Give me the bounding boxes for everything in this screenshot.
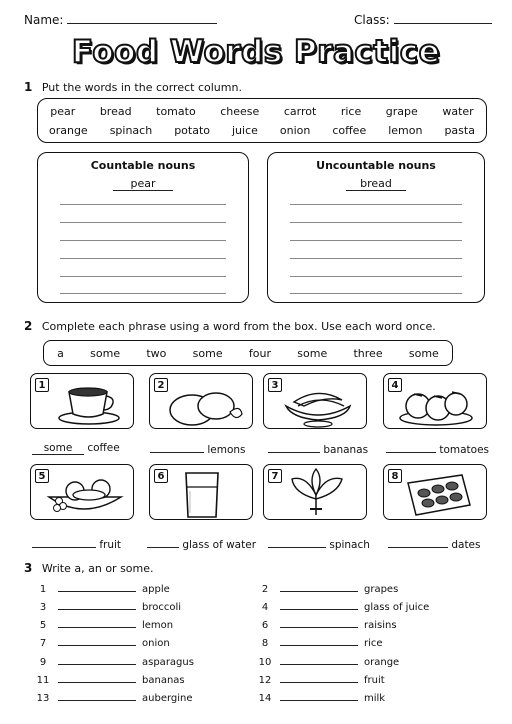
answer-blank[interactable] [58,636,136,646]
quantifier: some [90,346,121,360]
item-word: apple [142,584,170,595]
item-word: asparagus [142,657,194,668]
word: grape [385,105,418,118]
answer-blank[interactable] [388,537,448,548]
answer-blank[interactable] [58,600,136,610]
phrase-4 [386,442,489,456]
word-row-1 [38,105,486,118]
quantifier: three [353,346,383,360]
picture-card [30,373,134,429]
item-number: 8 [261,638,269,649]
answer-blank[interactable] [280,691,358,701]
answer-blank[interactable] [58,582,136,592]
phrase-8 [388,537,481,551]
answer-line[interactable] [290,276,462,277]
word: pasta [444,124,475,137]
item-number: 10 [258,657,272,668]
countable-example: pear [113,177,173,191]
phrase-word: bananas [323,444,369,456]
answer-blank[interactable] [386,442,436,453]
ex3-item [32,618,173,631]
answer-blank[interactable]: some [32,442,84,455]
word: carrot [283,105,317,118]
ex2-number: 2 [24,319,33,333]
ex1-instruction: Put the words in the correct column. [41,81,242,94]
word: coffee [332,124,367,137]
answer-line[interactable] [290,204,462,205]
item-number: 12 [258,675,272,686]
name-label: Name: [24,13,64,27]
answer-blank[interactable] [280,673,358,683]
word: bread [99,105,132,118]
item-number: 9 [39,657,47,668]
phrase-word: fruit [99,539,122,551]
ex3-item [32,691,193,704]
class-label: Class: [354,13,390,27]
answer-blank[interactable] [58,673,136,683]
item-word: bananas [142,675,185,686]
item-number: 1 [35,378,49,392]
class-line[interactable] [394,12,492,24]
phrase-6 [147,537,256,551]
ex3-item [254,636,383,649]
item-word: raisins [364,620,397,631]
answer-blank[interactable] [58,655,136,665]
quantifier: some [192,346,223,360]
item-number: 4 [261,602,269,613]
word: onion [279,124,311,137]
word: pear [50,105,76,118]
answer-line[interactable] [290,240,462,241]
ex3-item [254,655,399,668]
word: tomato [156,105,196,118]
word-box [37,98,487,143]
class-field[interactable] [354,12,492,27]
answer-blank[interactable] [147,537,179,548]
answer-line[interactable] [290,293,462,294]
answer-blank[interactable] [280,636,358,646]
phrase-word: lemons [207,444,246,456]
item-number: 13 [36,693,50,704]
phrase-3 [268,442,368,456]
picture-card [263,464,367,520]
item-number: 3 [268,378,282,392]
quantifier: some [408,346,439,360]
item-number: 7 [39,638,47,649]
picture-card [30,464,134,520]
ex1-number: 1 [24,80,33,94]
word: juice [231,124,258,137]
ex3-item [32,655,194,668]
ex3-item [32,636,170,649]
ex3-item [32,582,170,595]
item-number: 4 [388,378,402,392]
item-number: 1 [39,584,47,595]
item-number: 7 [268,469,282,483]
ex3-item [32,673,185,686]
item-word: onion [142,638,170,649]
item-number: 2 [154,378,168,392]
picture-card [383,464,487,520]
answer-blank[interactable] [58,691,136,701]
answer-line[interactable] [60,258,226,259]
answer-blank[interactable] [58,618,136,628]
ex3-item [254,582,398,595]
phrase-7 [268,537,370,551]
countable-column [37,152,249,303]
ex3-item [254,600,429,613]
item-word: lemon [142,620,174,631]
item-word: milk [364,693,386,704]
ex3-heading [24,561,154,575]
picture-card [383,373,487,429]
answer-blank[interactable] [280,655,358,665]
answer-blank[interactable] [268,537,326,548]
ex3-item [254,618,397,631]
item-word: orange [364,657,400,668]
item-word: aubergine [142,693,193,704]
item-word: rice [364,638,383,649]
answer-line[interactable] [60,276,226,277]
word: orange [48,124,88,137]
quantifier: some [297,346,328,360]
answer-blank[interactable] [280,582,358,592]
ex3-item [254,691,385,704]
word: lemon [388,124,423,137]
quantifier: two [146,346,167,360]
answer-line[interactable] [60,204,226,205]
phrase-5 [32,537,121,551]
answer-blank[interactable] [280,618,358,628]
item-number: 5 [39,620,47,631]
ex3-item [32,600,181,613]
answer-line[interactable] [60,240,226,241]
ex2-heading [24,319,436,333]
item-number: 2 [261,584,269,595]
uncountable-heading: Uncountable nouns [316,159,436,172]
word: cheese [220,105,260,118]
item-word: fruit [364,675,385,686]
answer-blank[interactable] [150,442,204,453]
item-word: glass of juice [364,602,430,613]
word: potato [174,124,210,137]
phrase-word: glass of water [182,539,257,551]
picture-card [263,373,367,429]
phrase-word: coffee [87,442,120,454]
picture-card [149,464,253,520]
phrase-2 [150,442,246,456]
item-number: 6 [261,620,269,631]
answer-blank[interactable] [280,600,358,610]
uncountable-example: bread [346,177,406,191]
answer-line[interactable] [290,222,462,223]
item-number: 11 [36,675,50,686]
name-line[interactable] [67,12,217,24]
phrase-1 [32,442,120,455]
item-word: broccoli [142,602,182,613]
phrase-word: spinach [329,539,370,551]
answer-blank[interactable] [268,442,320,453]
item-number: 8 [388,469,402,483]
picture-card [149,373,253,429]
word: water [442,105,474,118]
ex3-number: 3 [24,561,33,575]
item-number: 14 [258,693,272,704]
item-word: grapes [364,584,399,595]
ex1-heading [24,80,242,94]
ex2-instruction: Complete each phrase using a word from the box. Use each word once. [41,320,436,333]
phrase-word: dates [451,539,481,551]
countable-heading: Countable nouns [90,159,196,172]
quantifier: a [57,346,64,360]
uncountable-column [267,152,485,303]
ex3-item [254,673,385,686]
item-number: 6 [154,469,168,483]
phrase-word: tomatoes [439,444,490,456]
item-number: 3 [39,602,47,613]
quantifier: four [248,346,271,360]
ex3-instruction: Write a, an or some. [41,562,154,575]
word-row-2 [38,124,486,137]
word: rice [340,105,362,118]
answer-line[interactable] [60,222,226,223]
quantifier-box [43,340,453,366]
answer-line[interactable] [290,258,462,259]
item-number: 5 [35,469,49,483]
page-title: Food Words Practice [71,34,441,70]
word: spinach [109,124,153,137]
answer-blank[interactable] [32,537,96,548]
answer-line[interactable] [60,293,226,294]
name-field[interactable] [24,12,217,27]
